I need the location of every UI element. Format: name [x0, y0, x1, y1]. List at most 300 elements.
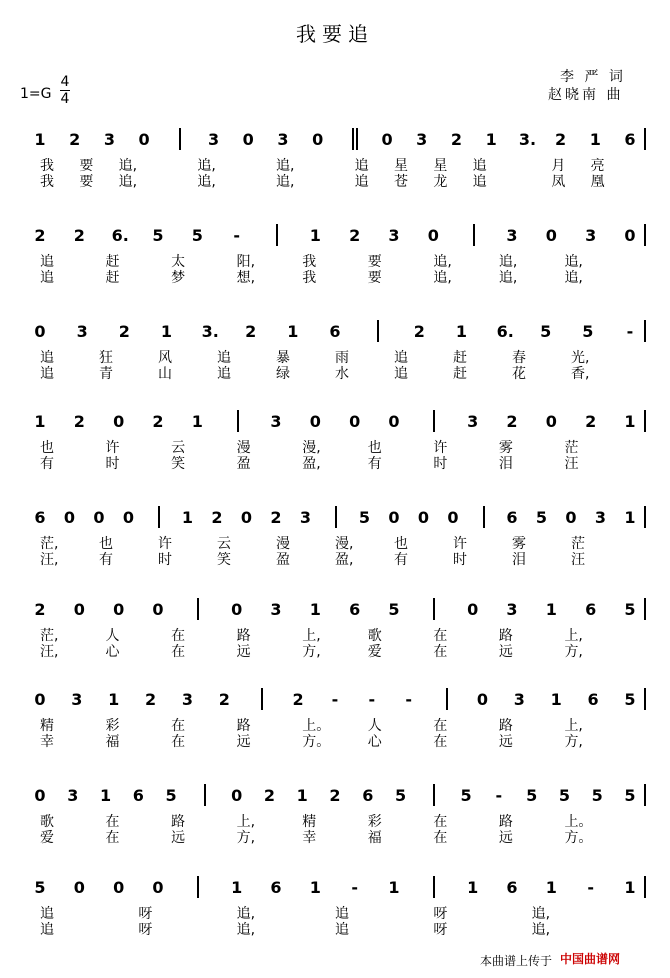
lyric-syllable: 方。	[302, 734, 331, 750]
note: 3	[67, 786, 79, 805]
note: 3	[506, 600, 518, 619]
note: 0	[34, 690, 46, 709]
lyric-syllable: 方,	[236, 830, 256, 846]
note: 0	[34, 786, 46, 805]
note: 5	[460, 786, 472, 805]
lyric-syllable: 追	[335, 922, 349, 938]
time-signature-top: 4	[60, 74, 70, 90]
key-signature: 1=G	[20, 86, 52, 102]
lyric-syllable: 追	[40, 270, 54, 286]
note: 0	[113, 412, 125, 431]
lyric-syllable: 凤	[551, 174, 566, 190]
lyric-syllable: 上。	[564, 814, 593, 830]
note: 0	[152, 600, 164, 619]
lyric-syllable: 花	[512, 366, 526, 382]
note: 5	[358, 508, 371, 527]
lyric-syllable: 赶	[105, 254, 120, 270]
lyric-syllable: 云	[171, 440, 186, 456]
lyric-syllable: 要	[367, 254, 382, 270]
note: 2	[263, 786, 275, 805]
note: 3	[416, 130, 428, 149]
note: 0	[93, 508, 105, 527]
song-title: 我要追	[296, 22, 374, 46]
note: 3	[207, 130, 220, 149]
lyric-syllable: 远	[236, 644, 251, 660]
barline	[644, 688, 646, 710]
note: 5	[34, 878, 46, 897]
lyric-syllable: 追	[40, 922, 54, 938]
lyric-syllable: 追,	[236, 922, 256, 938]
lyric-syllable: 追,	[433, 254, 452, 270]
lyric-syllable: 也	[367, 440, 382, 456]
note: 0	[73, 600, 85, 619]
lyric-syllable: 漫,	[335, 536, 354, 552]
note: 6	[349, 600, 361, 619]
note: 2	[34, 226, 46, 245]
note: -	[495, 786, 503, 805]
note: 1	[388, 878, 400, 897]
note: 2	[69, 130, 81, 149]
barline	[644, 598, 646, 620]
note: 1	[455, 322, 467, 341]
lyric-syllable: 追,	[118, 174, 138, 190]
lyric-syllable: 光,	[571, 350, 590, 366]
lyric-syllable: 在	[171, 734, 186, 750]
lyric-syllable: 云	[217, 536, 231, 552]
note: 2	[218, 690, 230, 709]
barline	[644, 410, 646, 432]
lyric-syllable: 我	[40, 174, 54, 190]
note: 3	[299, 508, 312, 527]
barline	[433, 598, 435, 620]
lyric-syllable: 时	[158, 552, 172, 568]
lyric-syllable: 盈,	[335, 552, 354, 568]
lyric-syllable: 在	[433, 718, 448, 734]
barline	[644, 128, 646, 150]
note: 0	[309, 412, 321, 431]
note: 0	[565, 508, 577, 527]
note: 1	[231, 878, 243, 897]
barline	[352, 128, 354, 150]
lyric-syllable: 追	[335, 906, 349, 922]
score-system	[0, 130, 670, 240]
lyric-syllable: 追	[217, 350, 231, 366]
lyric-syllable: 爱	[40, 830, 54, 846]
note: 5	[394, 786, 407, 805]
barline	[158, 506, 160, 528]
note: -	[405, 690, 413, 709]
lyric-syllable: 追	[40, 254, 54, 270]
lyric-syllable: 在	[105, 830, 120, 846]
note: 3	[388, 226, 400, 245]
lyric-syllable: 方,	[564, 644, 583, 660]
lyric-syllable: 追,	[276, 174, 295, 190]
note: 2	[349, 226, 361, 245]
lyric-syllable: 绿	[276, 366, 290, 382]
lyric-syllable: 上,	[302, 628, 321, 644]
lyric-syllable: 茫	[571, 536, 585, 552]
note: 1	[34, 130, 46, 149]
lyric-syllable: 雾	[498, 440, 513, 456]
note: 1	[550, 690, 562, 709]
lyric-syllable: 茫,	[40, 536, 59, 552]
lyric-syllable: 呀	[433, 922, 448, 938]
barline	[644, 224, 646, 246]
note: 6	[34, 508, 46, 527]
lyric-syllable: 远	[236, 734, 251, 750]
lyric-syllable: 梦	[171, 270, 186, 286]
note: 0	[467, 600, 479, 619]
note: -	[368, 690, 376, 709]
lyric-syllable: 呀	[138, 922, 153, 938]
lyric-syllable: 漫,	[302, 440, 321, 456]
lyric-syllable: 汪,	[40, 644, 59, 660]
note: 1	[467, 878, 479, 897]
note: 1	[624, 508, 636, 527]
lyricist-credit: 李 严 词	[560, 69, 626, 85]
lyric-syllable: 水	[335, 366, 349, 382]
note: 5	[540, 322, 552, 341]
lyric-syllable: 汪	[571, 552, 585, 568]
lyric-syllable: 太	[171, 254, 186, 270]
lyric-syllable: 路	[236, 628, 251, 644]
note: 5	[624, 690, 636, 709]
lyric-syllable: 时	[453, 552, 467, 568]
note: 0	[122, 508, 135, 527]
barline	[644, 320, 646, 342]
lyric-syllable: 在	[433, 644, 448, 660]
note: 1	[309, 878, 321, 897]
note: 5	[591, 786, 603, 805]
note: 1	[545, 878, 557, 897]
lyric-syllable: 时	[105, 456, 120, 472]
lyric-syllable: 笑	[171, 456, 186, 472]
lyric-syllable: 呀	[138, 906, 153, 922]
lyric-syllable: 月	[551, 158, 566, 174]
note: 0	[113, 600, 125, 619]
note: 0	[476, 690, 489, 709]
lyric-syllable: 有	[394, 552, 408, 568]
barline	[197, 598, 199, 620]
lyric-syllable: 在	[171, 644, 186, 660]
lyric-syllable: 要	[79, 158, 94, 174]
barline	[644, 876, 646, 898]
note: 6	[132, 786, 144, 805]
note: 0	[417, 508, 430, 527]
lyric-syllable: 星	[394, 158, 408, 174]
lyric-syllable: 上,	[564, 628, 583, 644]
lyric-syllable: 追	[217, 366, 231, 382]
time-signature-bottom: 4	[60, 91, 70, 107]
note: 1	[181, 508, 194, 527]
barline	[473, 224, 475, 246]
note: 2	[413, 322, 425, 341]
note: 5	[388, 600, 400, 619]
lyric-syllable: 风	[158, 350, 172, 366]
score-system	[0, 690, 670, 800]
lyric-syllable: 赶	[453, 350, 467, 366]
note: 3	[513, 690, 525, 709]
lyric-syllable: 福	[105, 734, 120, 750]
lyric-syllable: 也	[394, 536, 408, 552]
lyric-syllable: 暴	[276, 350, 290, 366]
lyric-syllable: 心	[105, 644, 120, 660]
lyric-syllable: 追,	[197, 158, 216, 174]
barline	[377, 320, 379, 342]
lyric-syllable: 在	[171, 718, 186, 734]
lyric-syllable: 也	[99, 536, 113, 552]
note: -	[233, 226, 240, 245]
note: -	[626, 322, 634, 341]
note: 2	[329, 786, 341, 805]
barline	[644, 784, 646, 806]
note: 0	[63, 508, 76, 527]
lyric-syllable: 盈,	[302, 456, 321, 472]
lyric-syllable: 漫	[276, 536, 290, 552]
note: 0	[381, 130, 393, 149]
note: 6.	[111, 226, 129, 245]
note: 3	[270, 600, 282, 619]
note: 6	[270, 878, 282, 897]
lyric-syllable: 亮	[590, 158, 605, 174]
lyric-syllable: 追	[354, 174, 369, 190]
lyric-syllable: 许	[433, 440, 448, 456]
note: 3	[467, 412, 479, 431]
note: 2	[73, 226, 85, 245]
note: 0	[624, 226, 636, 245]
lyric-syllable: 在	[433, 628, 448, 644]
lyric-syllable: 方。	[564, 830, 593, 846]
lyric-syllable: 追,	[236, 906, 256, 922]
lyric-syllable: 想,	[236, 270, 256, 286]
score-system	[0, 226, 670, 336]
lyric-syllable: 追,	[564, 254, 583, 270]
note: 6	[329, 322, 341, 341]
lyric-syllable: 心	[367, 734, 382, 750]
note: 0	[242, 130, 254, 149]
barline	[356, 128, 358, 150]
lyric-syllable: 路	[498, 628, 513, 644]
lyric-syllable: 在	[171, 628, 186, 644]
lyric-syllable: 人	[367, 718, 382, 734]
note: 5	[526, 786, 538, 805]
note: 0	[388, 508, 400, 527]
note: 2	[292, 690, 304, 709]
note: 0	[447, 508, 459, 527]
barline	[204, 784, 206, 806]
lyric-syllable: 我	[302, 254, 317, 270]
lyric-syllable: 赶	[453, 366, 467, 382]
lyric-syllable: 远	[171, 830, 186, 846]
note: 3	[585, 226, 597, 245]
lyric-syllable: 汪	[564, 456, 579, 472]
lyric-syllable: 远	[498, 734, 513, 750]
lyric-syllable: 追,	[197, 174, 216, 190]
lyric-syllable: 茫,	[40, 628, 59, 644]
barline	[335, 506, 337, 528]
barline	[644, 506, 646, 528]
note: 5	[582, 322, 594, 341]
note: 1	[160, 322, 172, 341]
note: 1	[99, 786, 112, 805]
note: 2	[450, 130, 463, 149]
note: 0	[113, 878, 125, 897]
lyric-syllable: 在	[105, 814, 120, 830]
note: 1	[108, 690, 120, 709]
footer-upload-note: 本曲谱上传于	[480, 954, 553, 968]
lyric-syllable: 远	[498, 830, 513, 846]
note: 2	[73, 412, 85, 431]
note: 2	[118, 322, 130, 341]
lyric-syllable: 春	[512, 350, 526, 366]
lyric-syllable: 时	[433, 456, 448, 472]
note: 2	[152, 412, 164, 431]
lyric-syllable: 凰	[590, 174, 605, 190]
note: 0	[231, 600, 243, 619]
lyric-syllable: 福	[367, 830, 382, 846]
lyric-syllable: 远	[498, 644, 513, 660]
note: 2	[506, 412, 518, 431]
lyric-syllable: 有	[367, 456, 382, 472]
lyric-syllable: 追	[354, 158, 369, 174]
note: 2	[211, 508, 223, 527]
barline	[276, 224, 278, 246]
lyric-syllable: 漫	[236, 440, 251, 456]
lyric-syllable: 方,	[302, 644, 321, 660]
note: 3.	[201, 322, 219, 341]
lyric-syllable: 路	[498, 718, 513, 734]
lyric-syllable: 汪,	[40, 552, 59, 568]
lyric-syllable: 要	[79, 174, 94, 190]
composer-credit: 赵晓南 曲	[548, 87, 624, 103]
lyric-syllable: 追,	[498, 270, 518, 286]
note: 0	[545, 412, 557, 431]
note: 2	[34, 600, 46, 619]
note: 5	[152, 226, 164, 245]
lyric-syllable: 路	[498, 814, 513, 830]
lyric-syllable: 追	[40, 350, 54, 366]
note: 6	[506, 508, 518, 527]
lyric-syllable: 追	[40, 906, 54, 922]
barline	[237, 410, 239, 432]
note: 0	[545, 226, 557, 245]
note: 0	[349, 412, 361, 431]
note: 5	[165, 786, 177, 805]
lyric-syllable: 泪	[512, 552, 526, 568]
note: 1	[309, 600, 321, 619]
lyric-syllable: 笑	[217, 552, 231, 568]
lyric-syllable: 人	[105, 628, 120, 644]
lyric-syllable: 有	[99, 552, 113, 568]
lyric-syllable: 许	[453, 536, 467, 552]
note: 5	[558, 786, 570, 805]
lyric-syllable: 精	[40, 718, 54, 734]
lyric-syllable: 追,	[531, 922, 551, 938]
note: 3	[277, 130, 289, 149]
lyric-syllable: 彩	[367, 814, 382, 830]
barline	[483, 506, 485, 528]
barline	[433, 876, 435, 898]
note: 3	[270, 412, 282, 431]
note: 1	[624, 412, 636, 431]
note: -	[351, 878, 358, 897]
note: 6.	[496, 322, 514, 341]
note: 0	[312, 130, 324, 149]
lyric-syllable: 上。	[302, 718, 331, 734]
lyric-syllable: 追,	[564, 270, 583, 286]
lyric-syllable: 也	[40, 440, 54, 456]
lyric-syllable: 呀	[433, 906, 448, 922]
note: 3.	[518, 130, 537, 149]
note: 6	[587, 690, 599, 709]
note: 1	[589, 130, 601, 149]
note: 1	[191, 412, 203, 431]
lyric-syllable: 追	[394, 350, 408, 366]
lyric-syllable: 有	[40, 456, 54, 472]
lyric-syllable: 泪	[498, 456, 513, 472]
note: 6	[506, 878, 518, 897]
lyric-syllable: 追,	[531, 906, 551, 922]
lyric-syllable: 茫	[564, 440, 579, 456]
note: 1	[485, 130, 497, 149]
barline	[433, 784, 435, 806]
lyric-syllable: 香,	[571, 366, 590, 382]
lyric-syllable: 路	[171, 814, 186, 830]
lyric-syllable: 追,	[276, 158, 295, 174]
note: 1	[624, 878, 636, 897]
note: 6	[624, 130, 636, 149]
note: 0	[152, 878, 164, 897]
barline	[261, 688, 263, 710]
lyric-syllable: 追,	[118, 158, 138, 174]
lyric-syllable: 幸	[302, 830, 317, 846]
note: 1	[34, 412, 46, 431]
lyric-syllable: 我	[302, 270, 317, 286]
note: 1	[296, 786, 308, 805]
lyric-syllable: 在	[433, 814, 448, 830]
lyric-syllable: 彩	[105, 718, 120, 734]
note: 3	[76, 322, 88, 341]
lyric-syllable: 盈	[236, 456, 251, 472]
lyric-syllable: 追	[472, 174, 487, 190]
barline	[433, 410, 435, 432]
note: 3	[71, 690, 83, 709]
note: 5	[191, 226, 203, 245]
note: 6	[585, 600, 597, 619]
note: 0	[73, 878, 85, 897]
lyric-syllable: 盈	[276, 552, 290, 568]
lyric-syllable: 方,	[564, 734, 583, 750]
note: 2	[270, 508, 282, 527]
note: 0	[231, 786, 243, 805]
barline	[197, 876, 199, 898]
time-signature	[60, 74, 70, 107]
lyric-syllable: 狂	[99, 350, 113, 366]
lyric-syllable: 爱	[367, 644, 382, 660]
lyric-syllable: 赶	[105, 270, 120, 286]
lyric-syllable: 许	[158, 536, 172, 552]
note: 1	[545, 600, 557, 619]
note: 2	[585, 412, 597, 431]
lyric-syllable: 苍	[394, 174, 408, 190]
lyric-syllable: 追	[40, 366, 54, 382]
lyric-syllable: 龙	[433, 174, 448, 190]
lyric-syllable: 路	[236, 718, 251, 734]
lyric-syllable: 星	[433, 158, 448, 174]
lyric-syllable: 在	[433, 734, 448, 750]
note: 3	[103, 130, 115, 149]
lyric-syllable: 歌	[367, 628, 382, 644]
